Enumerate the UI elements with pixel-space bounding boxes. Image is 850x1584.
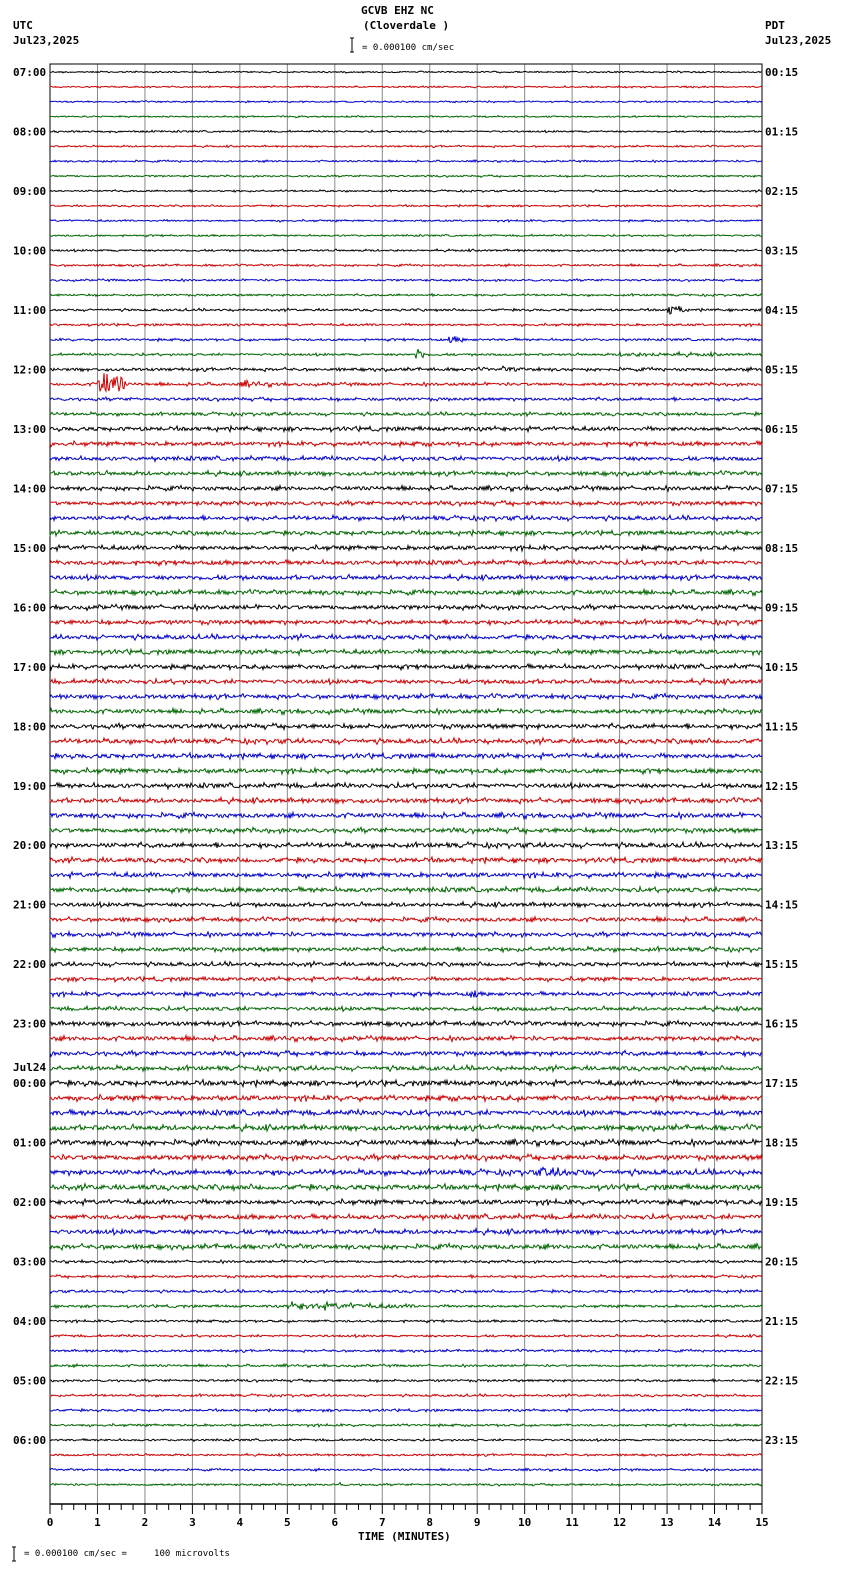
x-tick-label: 14 [707, 1516, 722, 1529]
trace-line [50, 515, 762, 521]
pdt-hour-label: 18:15 [765, 1136, 799, 1150]
trace-line [50, 530, 762, 536]
trace-line [50, 619, 762, 625]
trace-line [50, 634, 762, 640]
x-tick-label: 3 [189, 1516, 196, 1529]
trace-line [50, 1468, 762, 1471]
trace-line [50, 977, 762, 982]
utc-hour-label: 18:00 [13, 720, 47, 734]
trace-line [50, 917, 762, 923]
utc-hour-label: 12:00 [13, 363, 47, 377]
pdt-hour-label: 08:15 [765, 541, 799, 555]
pdt-hour-label: 19:15 [765, 1196, 799, 1210]
pdt-hour-label: 01:15 [765, 125, 799, 139]
trace-line [50, 441, 762, 447]
trace-line [50, 1394, 762, 1397]
trace-line [50, 545, 762, 551]
trace-line [50, 1199, 762, 1205]
trace-line [50, 1021, 762, 1027]
utc-hour-label: 06:00 [13, 1434, 47, 1448]
trace-line [50, 1139, 762, 1146]
trace-line [50, 723, 762, 729]
trace-line [50, 1154, 762, 1161]
trace-line [50, 279, 762, 282]
trace-line [50, 827, 762, 833]
trace-line [50, 1109, 762, 1116]
trace-line [50, 1036, 762, 1042]
utc-hour-label: 15:00 [13, 541, 47, 555]
pdt-hour-label: 03:15 [765, 244, 799, 258]
trace-line [50, 664, 762, 670]
pdt-hour-label: 23:15 [765, 1434, 799, 1448]
trace-line [50, 1080, 762, 1087]
trace-line [50, 962, 762, 967]
x-tick-label: 12 [612, 1516, 627, 1529]
utc-hour-label: 22:00 [13, 958, 47, 972]
trace-line [50, 1424, 762, 1427]
trace-line [50, 373, 762, 391]
trace-line [50, 234, 762, 237]
trace-line [50, 1214, 762, 1220]
left-date: Jul23,2025 [13, 34, 80, 47]
right-date: Jul23,2025 [765, 34, 832, 47]
station-title: GCVB EHZ NC [361, 4, 434, 17]
trace-line [50, 1301, 762, 1310]
utc-hour-label: 02:00 [13, 1196, 47, 1210]
utc-hour-label: 01:00 [13, 1136, 47, 1150]
footer-scale-note: = 0.000100 cm/sec = 100 microvolts [24, 1549, 230, 1559]
trace-line [50, 1229, 762, 1235]
x-tick-label: 1 [94, 1516, 101, 1529]
trace-line [50, 887, 762, 893]
x-tick-label: 11 [565, 1516, 579, 1529]
pdt-hour-label: 14:15 [765, 898, 799, 912]
trace-line [50, 1260, 762, 1264]
utc-hour-label: 04:00 [13, 1315, 47, 1329]
trace-line [50, 1006, 762, 1011]
pdt-hour-label: 06:15 [765, 422, 799, 436]
trace-line [50, 753, 762, 759]
pdt-hour-label: 15:15 [765, 958, 799, 972]
trace-line [50, 857, 762, 863]
trace-line [50, 412, 762, 416]
trace-line [50, 471, 762, 477]
x-tick-label: 9 [473, 1516, 481, 1529]
trace-line [50, 349, 762, 358]
utc-hour-label: 03:00 [13, 1255, 47, 1269]
trace-line [50, 694, 762, 700]
pdt-hour-label: 12:15 [765, 779, 799, 793]
trace-line [50, 366, 762, 371]
trace-line [50, 205, 762, 208]
trace-line [50, 1379, 762, 1382]
trace-line [50, 1349, 762, 1352]
trace-line [50, 249, 762, 252]
right-timezone: PDT [765, 19, 785, 32]
trace-line [50, 86, 762, 88]
utc-hour-label: 05:00 [13, 1374, 47, 1388]
trace-line [50, 1409, 762, 1412]
x-tick-label: 8 [426, 1516, 434, 1529]
trace-line [50, 947, 762, 953]
pdt-hour-label: 21:15 [765, 1315, 799, 1329]
trace-line [50, 708, 762, 714]
pdt-hour-label: 02:15 [765, 184, 799, 198]
trace-line [50, 560, 762, 566]
utc-hour-label: 23:00 [13, 1017, 47, 1031]
trace-line [50, 589, 762, 595]
utc-hour-label: 19:00 [13, 779, 47, 793]
utc-hour-label: 13:00 [13, 422, 47, 436]
scale-bar-icon [350, 38, 354, 52]
trace-line [50, 294, 762, 297]
pdt-hour-label: 11:15 [765, 720, 799, 734]
utc-hour-label: 17:00 [13, 660, 47, 674]
trace-line [50, 1439, 762, 1442]
utc-hour-label: 11:00 [13, 303, 47, 317]
trace-line [50, 738, 762, 745]
trace-line [50, 1334, 762, 1337]
pdt-hour-label: 10:15 [765, 660, 799, 674]
pdt-hour-label: 17:15 [765, 1077, 799, 1091]
trace-line [50, 1065, 762, 1071]
trace-line [50, 902, 762, 908]
trace-line [50, 1454, 762, 1457]
trace-line [50, 190, 762, 193]
trace-line [50, 1290, 762, 1294]
trace-line [50, 1275, 762, 1279]
utc-hour-label: 07:00 [13, 66, 47, 79]
pdt-hour-label: 20:15 [765, 1255, 799, 1269]
trace-line [50, 679, 762, 685]
pdt-hour-label: 07:15 [765, 482, 799, 496]
trace-line [50, 264, 762, 267]
station-location: (Cloverdale ) [363, 19, 450, 32]
trace-line [50, 116, 762, 118]
trace-line [50, 175, 762, 177]
trace-line [50, 426, 762, 432]
trace-line [50, 1184, 762, 1191]
pdt-hour-label: 00:15 [765, 66, 799, 79]
trace-line [50, 768, 762, 774]
trace-line [50, 991, 762, 998]
x-tick-label: 0 [46, 1516, 54, 1529]
trace-line [50, 932, 762, 938]
x-tick-label: 5 [284, 1516, 291, 1529]
pdt-hour-label: 09:15 [765, 601, 799, 615]
trace-line [50, 145, 762, 148]
trace-line [50, 501, 762, 507]
trace-line [50, 842, 762, 848]
utc-hour-label: 08:00 [13, 125, 47, 139]
x-tick-label: 15 [755, 1516, 769, 1529]
date-change-label: Jul24 [13, 1061, 47, 1075]
utc-hour-label: 00:00 [13, 1077, 47, 1091]
trace-line [50, 797, 762, 804]
footer-scale-bar-icon [12, 1547, 16, 1561]
utc-hour-label: 14:00 [13, 482, 47, 496]
trace-line [50, 1051, 762, 1057]
trace-line [50, 397, 762, 401]
pdt-hour-label: 16:15 [765, 1017, 799, 1031]
pdt-hour-label: 04:15 [765, 303, 799, 317]
trace-line [50, 812, 762, 818]
x-tick-label: 13 [660, 1516, 674, 1529]
pdt-hour-label: 05:15 [765, 363, 799, 377]
trace-line [50, 1124, 762, 1131]
x-tick-label: 2 [141, 1516, 149, 1529]
scale-label: = 0.000100 cm/sec [362, 43, 455, 53]
utc-hour-label: 20:00 [13, 839, 47, 853]
utc-hour-label: 21:00 [13, 898, 47, 912]
trace-line [50, 486, 762, 492]
trace-line [50, 872, 762, 878]
utc-hour-label: 16:00 [13, 601, 47, 615]
utc-hour-label: 09:00 [13, 184, 47, 198]
trace-line [50, 336, 762, 342]
x-tick-label: 10 [518, 1516, 532, 1529]
left-timezone: UTC [13, 19, 33, 32]
pdt-hour-label: 22:15 [765, 1374, 799, 1388]
trace-line [50, 575, 762, 581]
trace-line [50, 71, 762, 73]
pdt-hour-label: 13:15 [765, 839, 799, 853]
x-tick-label: 6 [331, 1516, 339, 1529]
trace-line [50, 1095, 762, 1102]
x-axis-label: TIME (MINUTES) [358, 1530, 451, 1543]
trace-line [50, 1167, 762, 1176]
trace-line [50, 101, 762, 103]
trace-line [50, 604, 762, 610]
trace-line [50, 1320, 762, 1323]
trace-line [50, 1244, 762, 1250]
x-tick-label: 7 [378, 1516, 386, 1529]
utc-hour-label: 10:00 [13, 244, 47, 258]
trace-line [50, 1483, 762, 1487]
trace-line [50, 130, 762, 133]
trace-line [50, 1364, 762, 1367]
trace-line [50, 306, 762, 314]
trace-line [50, 160, 762, 163]
trace-line [50, 323, 762, 326]
trace-line [50, 220, 762, 223]
x-tick-label: 4 [236, 1516, 244, 1529]
trace-line [50, 783, 762, 789]
trace-line [50, 456, 762, 462]
trace-line [50, 649, 762, 655]
